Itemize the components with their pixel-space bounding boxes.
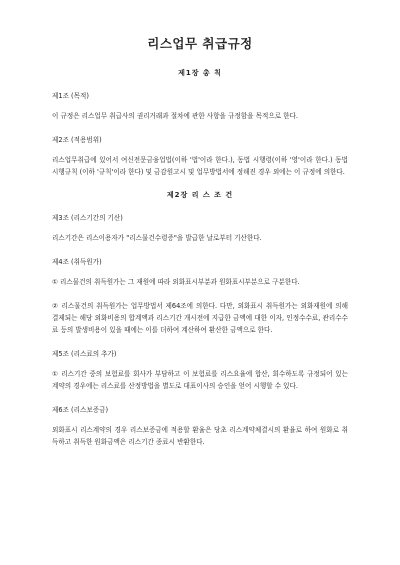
article-3-text: 리스기간은 리스이용자가 "리스물건수령증"을 발급한 날로부터 기산한다. xyxy=(52,234,262,242)
article-6-title: 제6조 (리스보증금) xyxy=(52,406,109,414)
article-2-text: 리스업무취급에 있어서 여신전문금융업법(이하 '법'이라 한다.), 동법 시행령(이하 '영'이라 한다.) 동법 시행규칙 (이하 '규칙'이라 한다) 및 금감원고시 및 업무방법서에 정해진 경우 외에는 이 규정에 의한다. xyxy=(52,156,348,176)
article-4-paragraph-2: ② 리스물건의 취득원가는 업무방법서 제64조에 의한다. 다만, 외화표시 취득원가는 외화재원에 의해 결제되는 해당 외화비용의 합계액과 리스기간 개시전에 지급한 금액에 대한 이자, 인정수수료, 관리수수료 등의 발생비용이 있을 때에는 이를 더하여 계산하여 환산한 금액으로 한다. xyxy=(52,302,348,334)
article-1-title: 제1조 (목적) xyxy=(52,92,89,100)
article-4-title: 제4조 (취득원가) xyxy=(52,258,102,266)
chapter-2-heading: 제2장 리 스 조 건 xyxy=(166,191,234,199)
article-5-text: ① 리스기간 중의 보험료를 회사가 부담하고 이 보험료를 리스요율에 합산, 회수하도록 규정되어 있는 계약의 경우에는 리스료를 산정방법을 별도로 대표이사의 승인을 얻어 시행할 수 있다. xyxy=(52,370,348,390)
article-6-text: 외화표시 리스계약의 경우 리스보증금에 적용할 환율은 당초 리스계약체결시의 환율로 하여 원화로 취득하고 취득한 원화금액은 리스기간 종료시 반환한다. xyxy=(52,426,348,446)
document-title: 리스업무 취급규정 xyxy=(147,36,253,51)
article-4-paragraph-1: ① 리스물건의 취득원가는 그 재원에 따라 외화표시부분과 원화표시부분으로 구분한다. xyxy=(52,278,300,286)
article-1-text: 이 규정은 리스업무 취급사의 권리거래과 절차에 관한 사항을 규정함을 목적으로 한다. xyxy=(52,112,298,120)
chapter-1-heading: 제1장 총 칙 xyxy=(178,69,222,77)
article-2-title: 제2조 (적용범위) xyxy=(52,136,102,144)
article-3-title: 제3조 (리스기간의 기산) xyxy=(52,214,123,222)
article-5-title: 제5조 (리스료의 추가) xyxy=(52,350,117,358)
